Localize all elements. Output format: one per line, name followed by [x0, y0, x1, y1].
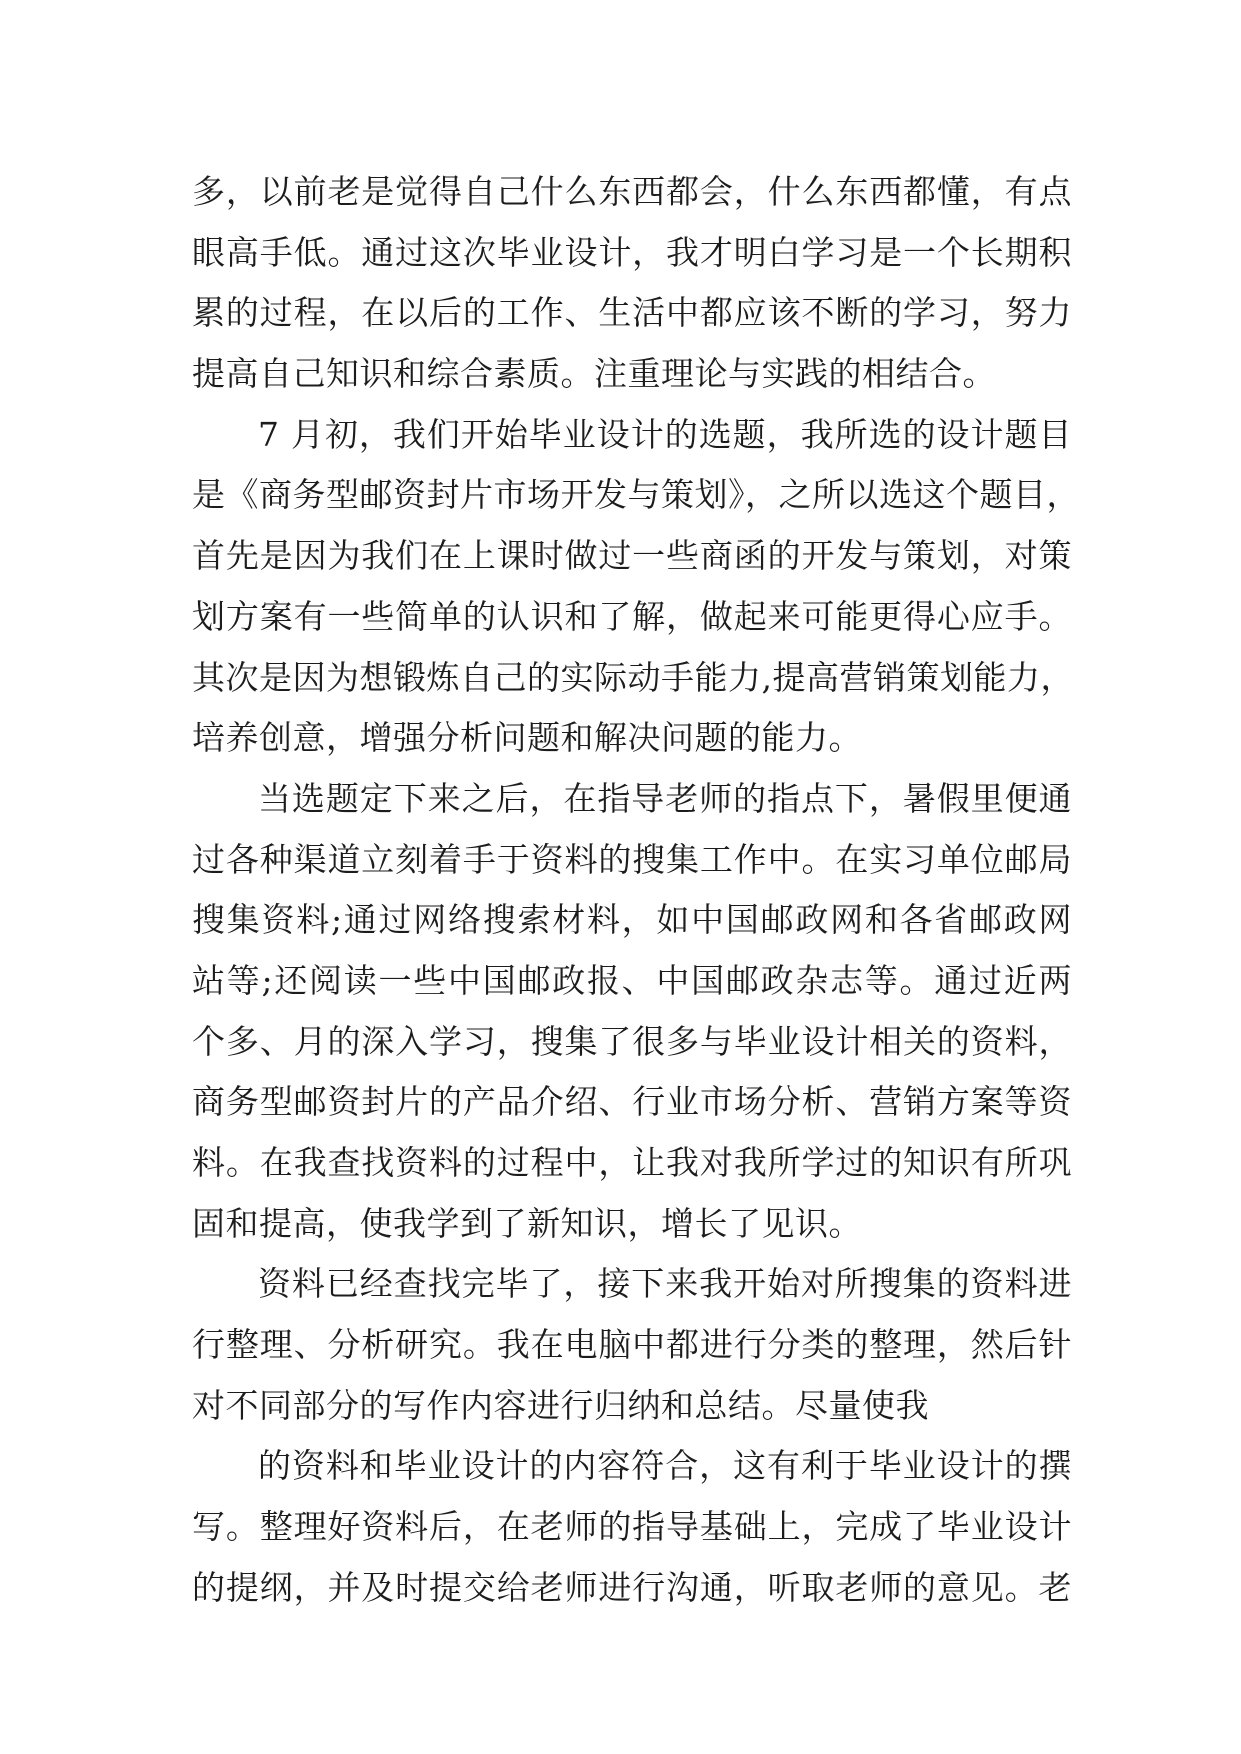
text-line: 固和提高，使我学到了新知识，增长了见识。 [192, 1203, 862, 1243]
text-line: 对不同部分的写作内容进行归纳和总结。尽量使我 [192, 1385, 929, 1425]
text-line: 搜集资料;通过网络搜索材料，如中国邮政网和各省邮政网 [192, 900, 1072, 940]
text-line: 的资料和毕业设计的内容符合，这有利于毕业设计的撰 [258, 1446, 1072, 1486]
text-line: 写。整理好资料后，在老师的指导基础上，完成了毕业设计 [192, 1507, 1072, 1547]
text-line: 其次是因为想锻炼自己的实际动手能力,提高营销策划能力， [192, 657, 1074, 697]
text-line: 的提纲，并及时提交给老师进行沟通，听取老师的意见。老 [192, 1567, 1072, 1607]
text-line: 提高自己知识和综合素质。注重理论与实践的相结合。 [192, 354, 996, 394]
text-line: 料。在我查找资料的过程中，让我对我所学过的知识有所巩 [192, 1143, 1072, 1182]
document-body [192, 162, 1080, 1619]
text-line: 行整理、分析研究。我在电脑中都进行分类的整理，然后针 [192, 1325, 1072, 1365]
text-line: 划方案有一些简单的认识和了解，做起来可能更得心应手。 [192, 596, 1072, 636]
text-line: 是《商务型邮资封片市场开发与策划》，之所以选这个题目， [192, 475, 1080, 515]
text-line: 培养创意，增强分析问题和解决问题的能力。 [192, 718, 862, 758]
text-line: 过各种渠道立刻着手于资料的搜集工作中。在实习单位邮局 [192, 839, 1072, 879]
text-line: 7 月初，我们开始毕业设计的选题，我所选的设计题目 [258, 414, 1072, 454]
text-line: 首先是因为我们在上课时做过一些商函的开发与策划，对策 [192, 536, 1072, 576]
text-line: 多，以前老是觉得自己什么东西都会，什么东西都懂，有点 [192, 172, 1072, 211]
text-line: 站等;还阅读一些中国邮政报、中国邮政杂志等。通过近两 [192, 960, 1072, 1000]
text-line: 眼高手低。通过这次毕业设计，我才明白学习是一个长期积 [192, 232, 1072, 272]
text-line: 资料已经查找完毕了，接下来我开始对所搜集的资料进 [258, 1264, 1072, 1304]
text-line: 个多、月的深入学习，搜集了很多与毕业设计相关的资料， [192, 1021, 1072, 1061]
text-line: 商务型邮资封片的产品介绍、行业市场分析、营销方案等资 [192, 1082, 1072, 1122]
text-line: 当选题定下来之后，在指导老师的指点下，暑假里便通 [258, 778, 1072, 818]
text-line: 累的过程，在以后的工作、生活中都应该不断的学习，努力 [192, 293, 1072, 333]
